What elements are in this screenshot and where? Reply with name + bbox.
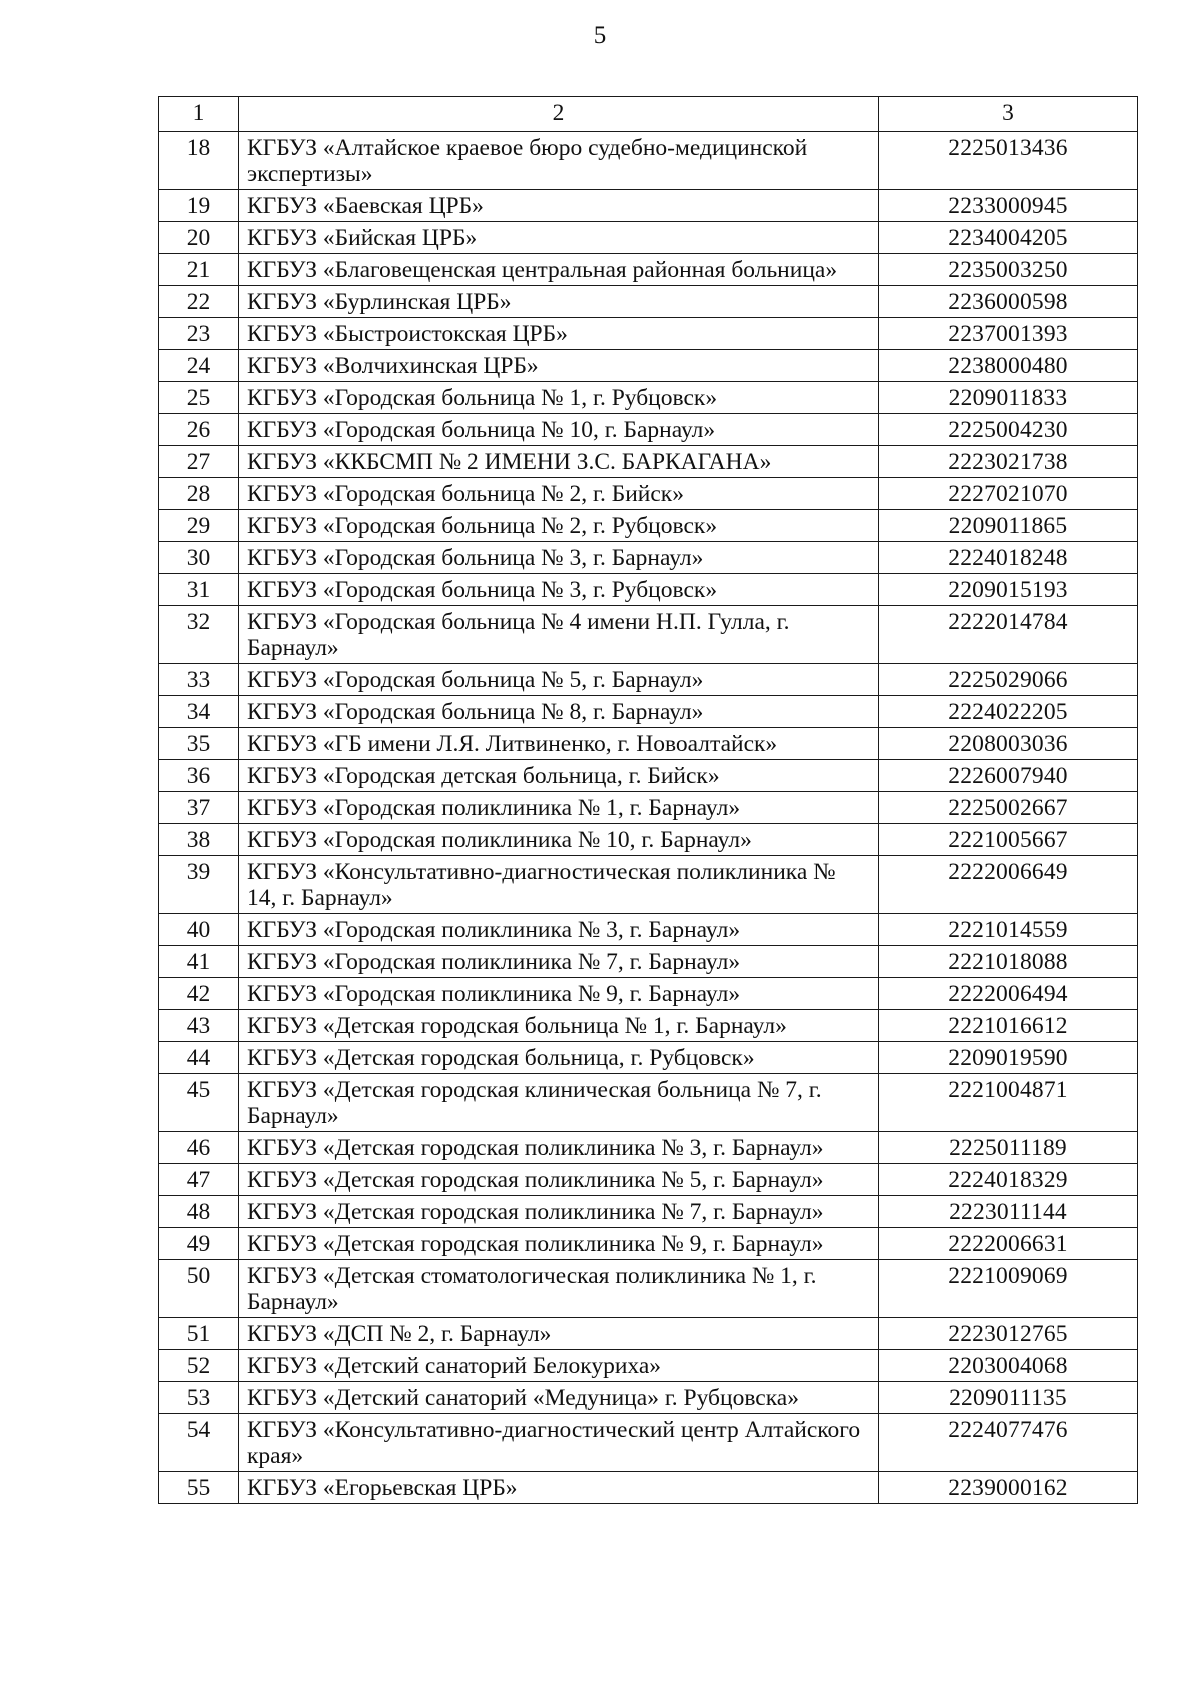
- organization-name-cell: КГБУЗ «ККБСМП № 2 ИМЕНИ З.С. БАРКАГАНА»: [239, 446, 879, 478]
- row-number-cell: 38: [159, 824, 239, 856]
- organization-name-cell: КГБУЗ «Городская детская больница, г. Бийск»: [239, 760, 879, 792]
- table-row: [159, 254, 1138, 286]
- table-row: [159, 542, 1138, 574]
- row-number-cell: 20: [159, 222, 239, 254]
- row-number-cell: 55: [159, 1472, 239, 1504]
- organization-name-cell: КГБУЗ «Городская поликлиника № 9, г. Барнаул»: [239, 978, 879, 1010]
- inn-cell: 2233000945: [879, 190, 1138, 222]
- row-number-cell: 51: [159, 1318, 239, 1350]
- table-row: [159, 414, 1138, 446]
- table-row: [159, 664, 1138, 696]
- row-number-cell: 25: [159, 382, 239, 414]
- inn-cell: 2225011189: [879, 1132, 1138, 1164]
- organization-name-cell: КГБУЗ «Городская поликлиника № 7, г. Барнаул»: [239, 946, 879, 978]
- row-number-cell: 30: [159, 542, 239, 574]
- organizations-table: [158, 96, 1138, 1504]
- row-number-cell: 45: [159, 1074, 239, 1132]
- inn-cell: 2235003250: [879, 254, 1138, 286]
- inn-cell: 2221014559: [879, 914, 1138, 946]
- header-col-name: 2: [239, 97, 879, 132]
- table-row: [159, 1042, 1138, 1074]
- inn-cell: 2223021738: [879, 446, 1138, 478]
- row-number-cell: 26: [159, 414, 239, 446]
- organization-name-cell: КГБУЗ «Городская больница № 4 имени Н.П. Гулла, г. Барнаул»: [239, 606, 879, 664]
- inn-cell: 2208003036: [879, 728, 1138, 760]
- row-number-cell: 35: [159, 728, 239, 760]
- organization-name-cell: КГБУЗ «Городская больница № 3, г. Рубцовск»: [239, 574, 879, 606]
- row-number-cell: 54: [159, 1414, 239, 1472]
- organization-name-cell: КГБУЗ «Городская больница № 10, г. Барнаул»: [239, 414, 879, 446]
- inn-cell: 2224018248: [879, 542, 1138, 574]
- table-row: [159, 1010, 1138, 1042]
- row-number-cell: 18: [159, 132, 239, 190]
- table-row: [159, 1382, 1138, 1414]
- organization-name-cell: КГБУЗ «Городская поликлиника № 3, г. Барнаул»: [239, 914, 879, 946]
- table-row: [159, 446, 1138, 478]
- row-number-cell: 33: [159, 664, 239, 696]
- organization-name-cell: КГБУЗ «Консультативно-диагностическая поликлиника № 14, г. Барнаул»: [239, 856, 879, 914]
- table-header: [159, 97, 1138, 132]
- table-row: [159, 510, 1138, 542]
- row-number-cell: 37: [159, 792, 239, 824]
- row-number-cell: 41: [159, 946, 239, 978]
- inn-cell: 2221018088: [879, 946, 1138, 978]
- row-number-cell: 22: [159, 286, 239, 318]
- table-row: [159, 350, 1138, 382]
- row-number-cell: 28: [159, 478, 239, 510]
- row-number-cell: 43: [159, 1010, 239, 1042]
- header-col-inn: 3: [879, 97, 1138, 132]
- row-number-cell: 34: [159, 696, 239, 728]
- table-body: [159, 132, 1138, 1504]
- organization-name-cell: КГБУЗ «Городская больница № 1, г. Рубцовск»: [239, 382, 879, 414]
- organization-name-cell: КГБУЗ «ДСП № 2, г. Барнаул»: [239, 1318, 879, 1350]
- organization-name-cell: КГБУЗ «Благовещенская центральная районная больница»: [239, 254, 879, 286]
- inn-cell: 2209011865: [879, 510, 1138, 542]
- row-number-cell: 23: [159, 318, 239, 350]
- table-row: [159, 978, 1138, 1010]
- inn-cell: 2225002667: [879, 792, 1138, 824]
- inn-cell: 2203004068: [879, 1350, 1138, 1382]
- organization-name-cell: КГБУЗ «Алтайское краевое бюро судебно-медицинской экспертизы»: [239, 132, 879, 190]
- inn-cell: 2225029066: [879, 664, 1138, 696]
- organization-name-cell: КГБУЗ «Детская городская клиническая больница № 7, г. Барнаул»: [239, 1074, 879, 1132]
- header-col-number: 1: [159, 97, 239, 132]
- organization-name-cell: КГБУЗ «Баевская ЦРБ»: [239, 190, 879, 222]
- table-row: [159, 1074, 1138, 1132]
- page-number: 5: [593, 22, 607, 49]
- row-number-cell: 27: [159, 446, 239, 478]
- table-row: [159, 914, 1138, 946]
- organization-name-cell: КГБУЗ «Городская больница № 8, г. Барнаул»: [239, 696, 879, 728]
- row-number-cell: 42: [159, 978, 239, 1010]
- inn-cell: 2226007940: [879, 760, 1138, 792]
- inn-cell: 2227021070: [879, 478, 1138, 510]
- table-row: [159, 132, 1138, 190]
- inn-cell: 2221004871: [879, 1074, 1138, 1132]
- inn-cell: 2221009069: [879, 1260, 1138, 1318]
- inn-cell: 2223011144: [879, 1196, 1138, 1228]
- table-row: [159, 1196, 1138, 1228]
- row-number-cell: 52: [159, 1350, 239, 1382]
- table-row: [159, 1132, 1138, 1164]
- inn-cell: 2209011833: [879, 382, 1138, 414]
- table-row: [159, 792, 1138, 824]
- table-row: [159, 574, 1138, 606]
- inn-cell: 2209011135: [879, 1382, 1138, 1414]
- organization-name-cell: КГБУЗ «Детская городская поликлиника № 7, г. Барнаул»: [239, 1196, 879, 1228]
- inn-cell: 2222014784: [879, 606, 1138, 664]
- organization-name-cell: КГБУЗ «Быстроистокская ЦРБ»: [239, 318, 879, 350]
- inn-cell: 2224022205: [879, 696, 1138, 728]
- inn-cell: 2224018329: [879, 1164, 1138, 1196]
- row-number-cell: 44: [159, 1042, 239, 1074]
- row-number-cell: 48: [159, 1196, 239, 1228]
- organization-name-cell: КГБУЗ «Детский санаторий Белокуриха»: [239, 1350, 879, 1382]
- organization-name-cell: КГБУЗ «Бурлинская ЦРБ»: [239, 286, 879, 318]
- table-row: [159, 760, 1138, 792]
- organization-name-cell: КГБУЗ «Городская поликлиника № 10, г. Барнаул»: [239, 824, 879, 856]
- row-number-cell: 29: [159, 510, 239, 542]
- organization-name-cell: КГБУЗ «Детский санаторий «Медуница» г. Рубцовска»: [239, 1382, 879, 1414]
- inn-cell: 2225013436: [879, 132, 1138, 190]
- inn-cell: 2225004230: [879, 414, 1138, 446]
- organization-name-cell: КГБУЗ «Консультативно-диагностический центр Алтайского края»: [239, 1414, 879, 1472]
- row-number-cell: 46: [159, 1132, 239, 1164]
- row-number-cell: 49: [159, 1228, 239, 1260]
- table-row: [159, 824, 1138, 856]
- inn-cell: 2237001393: [879, 318, 1138, 350]
- row-number-cell: 53: [159, 1382, 239, 1414]
- organization-name-cell: КГБУЗ «Детская городская поликлиника № 3, г. Барнаул»: [239, 1132, 879, 1164]
- organization-name-cell: КГБУЗ «Бийская ЦРБ»: [239, 222, 879, 254]
- inn-cell: 2221005667: [879, 824, 1138, 856]
- table-row: [159, 1414, 1138, 1472]
- table-row: [159, 1472, 1138, 1504]
- row-number-cell: 21: [159, 254, 239, 286]
- row-number-cell: 32: [159, 606, 239, 664]
- organization-name-cell: КГБУЗ «ГБ имени Л.Я. Литвиненко, г. Новоалтайск»: [239, 728, 879, 760]
- table-row: [159, 318, 1138, 350]
- row-number-cell: 50: [159, 1260, 239, 1318]
- row-number-cell: 24: [159, 350, 239, 382]
- row-number-cell: 36: [159, 760, 239, 792]
- row-number-cell: 39: [159, 856, 239, 914]
- inn-cell: 2221016612: [879, 1010, 1138, 1042]
- table-row: [159, 382, 1138, 414]
- inn-cell: 2222006631: [879, 1228, 1138, 1260]
- row-number-cell: 19: [159, 190, 239, 222]
- inn-cell: 2236000598: [879, 286, 1138, 318]
- inn-cell: 2223012765: [879, 1318, 1138, 1350]
- organization-name-cell: КГБУЗ «Городская поликлиника № 1, г. Барнаул»: [239, 792, 879, 824]
- organization-name-cell: КГБУЗ «Городская больница № 2, г. Бийск»: [239, 478, 879, 510]
- organization-name-cell: КГБУЗ «Городская больница № 3, г. Барнаул»: [239, 542, 879, 574]
- organization-name-cell: КГБУЗ «Детская стоматологическая поликлиника № 1, г. Барнаул»: [239, 1260, 879, 1318]
- inn-cell: 2224077476: [879, 1414, 1138, 1472]
- table-row: [159, 1350, 1138, 1382]
- organization-name-cell: КГБУЗ «Городская больница № 5, г. Барнаул»: [239, 664, 879, 696]
- inn-cell: 2234004205: [879, 222, 1138, 254]
- table-row: [159, 1164, 1138, 1196]
- table-row: [159, 1318, 1138, 1350]
- table-row: [159, 696, 1138, 728]
- inn-cell: 2222006649: [879, 856, 1138, 914]
- table-row: [159, 190, 1138, 222]
- row-number-cell: 31: [159, 574, 239, 606]
- organization-name-cell: КГБУЗ «Егорьевская ЦРБ»: [239, 1472, 879, 1504]
- organization-name-cell: КГБУЗ «Детская городская больница № 1, г. Барнаул»: [239, 1010, 879, 1042]
- table-row: [159, 946, 1138, 978]
- organization-name-cell: КГБУЗ «Детская городская поликлиника № 5, г. Барнаул»: [239, 1164, 879, 1196]
- table-row: [159, 222, 1138, 254]
- header-row: [159, 97, 1138, 132]
- inn-cell: 2209015193: [879, 574, 1138, 606]
- organization-name-cell: КГБУЗ «Городская больница № 2, г. Рубцовск»: [239, 510, 879, 542]
- table-row: [159, 286, 1138, 318]
- row-number-cell: 47: [159, 1164, 239, 1196]
- organization-name-cell: КГБУЗ «Волчихинская ЦРБ»: [239, 350, 879, 382]
- table-row: [159, 1228, 1138, 1260]
- table-row: [159, 606, 1138, 664]
- row-number-cell: 40: [159, 914, 239, 946]
- inn-cell: 2238000480: [879, 350, 1138, 382]
- inn-cell: 2239000162: [879, 1472, 1138, 1504]
- table-row: [159, 728, 1138, 760]
- table-row: [159, 856, 1138, 914]
- table-row: [159, 1260, 1138, 1318]
- inn-cell: 2222006494: [879, 978, 1138, 1010]
- inn-cell: 2209019590: [879, 1042, 1138, 1074]
- organization-name-cell: КГБУЗ «Детская городская больница, г. Рубцовск»: [239, 1042, 879, 1074]
- organization-name-cell: КГБУЗ «Детская городская поликлиника № 9, г. Барнаул»: [239, 1228, 879, 1260]
- table-row: [159, 478, 1138, 510]
